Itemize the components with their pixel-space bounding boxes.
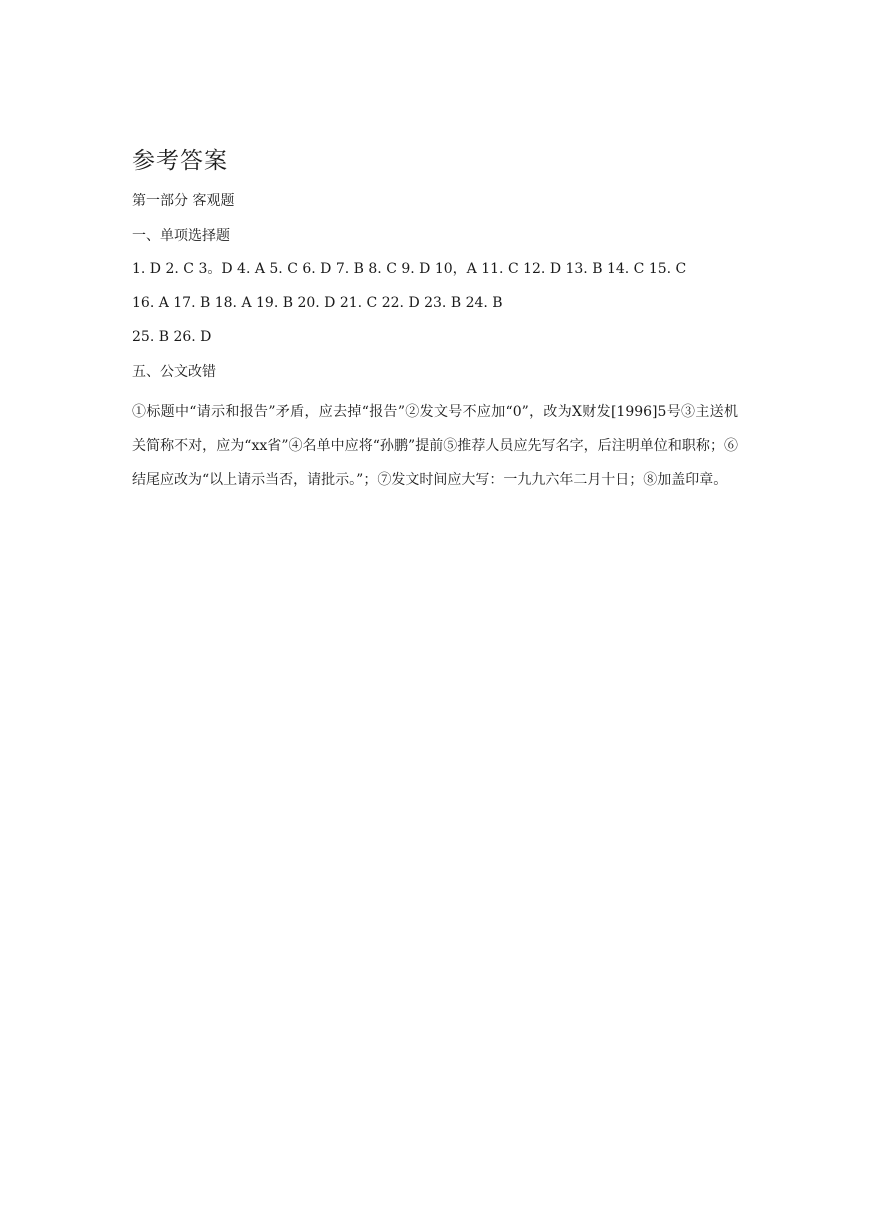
section-heading-document-correction: 五、公文改错: [132, 364, 216, 380]
section-heading-single-choice: 一、单项选择题: [132, 228, 230, 244]
answers-line-1: 1. D 2. C 3。D 4. A 5. C 6. D 7. B 8. C 9. D 10，A 11. C 12. D 13. B 14. C 15. C: [132, 261, 687, 277]
document-title: 参考答案: [132, 148, 228, 174]
answers-line-3: 25. B 26. D: [132, 329, 212, 345]
part-heading: 第一部分 客观题: [132, 193, 235, 209]
answers-line-2: 16. A 17. B 18. A 19. B 20. D 21. C 22. D 23. B 24. B: [132, 295, 503, 311]
correction-paragraph: ①标题中“请示和报告”矛盾，应去掉“报告”②发文号不应加“0”，改为X财发[1996]5号③主送机关简称不对，应为“xx省”④名单中应将“孙鹏”提前⑤推荐人员应先写名字，后注明单位和职称；⑥结尾应改为“以上请示当否，请批示。”；⑦发文时间应大写：一九九六年二月十日；⑧加盖印章。: [132, 404, 738, 488]
